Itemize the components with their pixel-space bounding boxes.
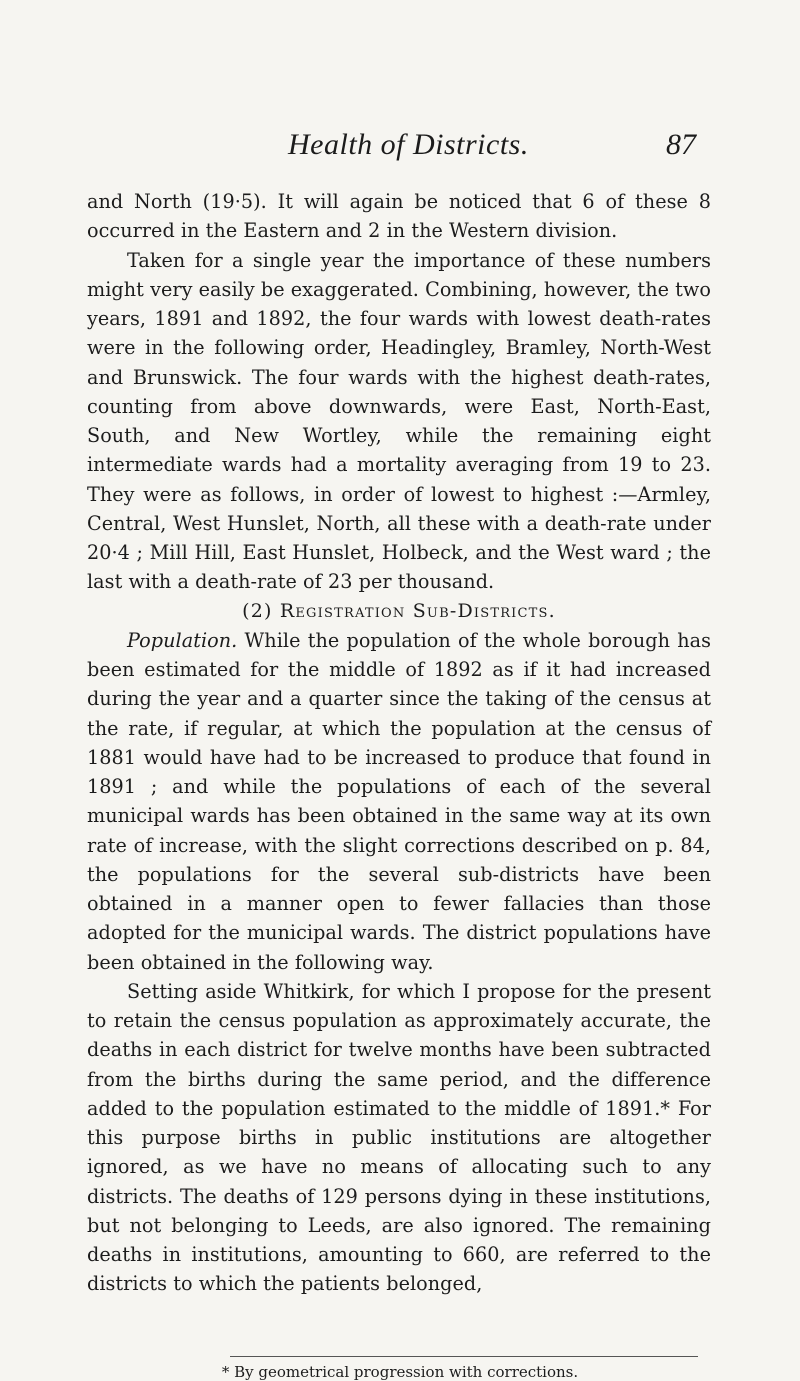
footnote-rule — [230, 1356, 698, 1357]
footnote: * By geometrical progression with corrections. — [221, 1363, 579, 1381]
body-text — [87, 187, 711, 1299]
paragraph-method: Setting aside Whitkirk, for which I propose for the present to retain the census population as approximately accurate, the deaths in each district for twelve months have been subtracted from the births during the same period, and the difference added to the population estimated to the middle of 1891.* For this purpose births in public institutions are altogether ignored, as we have no means of allocating such to any districts. The deaths of 129 persons dying in these institutions, but not belonging to Leeds, are also ignored. The remaining deaths in institutions, amounting to 660, are referred to the districts to which the patients belonged, — [87, 979, 711, 1296]
running-head — [200, 128, 696, 168]
paragraph-death-rates: Taken for a single year the importance of these numbers might very easily be exaggerated. Combining, however, the two years, 1891 and 1892, the four wards with lowest death-rates were in the following order, Headingley, Bramley, North-West and Brunswick. The four wards with the highest death-rates, counting from above downwards, were East, North-East, South, and New Wortley, while the remaining eight intermediate wards had a mortality averaging from 19 to 23. They were as follows, in order of lowest to highest :—Armley, Central, West Hunslet, North, all these with a death-rate under 20·4 ; Mill Hill, East Hunslet, Holbeck, and the West ward ; the last with a death-rate of 23 per thousand. — [87, 248, 711, 594]
paragraph-continued: and North (19·5). It will again be noticed that 6 of these 8 occurred in the Eastern and 2 in the Western division. — [87, 190, 711, 243]
page-number: 87 — [666, 128, 696, 161]
paragraph-population — [87, 626, 711, 977]
section-heading: (2) Registration Sub-Districts. — [242, 599, 556, 622]
running-title: Health of Districts. — [288, 128, 529, 161]
paragraph-population-text: While the population of the whole borough has been estimated for the middle of 1892 as if it had increased during the year and a quarter since the taking of the census at the rate, if regular, at which the population at the census of 1881 would have had to be increased to produce that found in 1891 ; and while the populations of each of the several municipal wards has been obtained in the same way at its own rate of increase, with the slight corrections described on p. 84, the populations for the several sub-districts have been obtained in a manner open to fewer fallacies than those adopted for the municipal wards. The district populations have been obtained in the following way. — [87, 628, 711, 974]
run-in-heading: Population. — [127, 628, 238, 652]
